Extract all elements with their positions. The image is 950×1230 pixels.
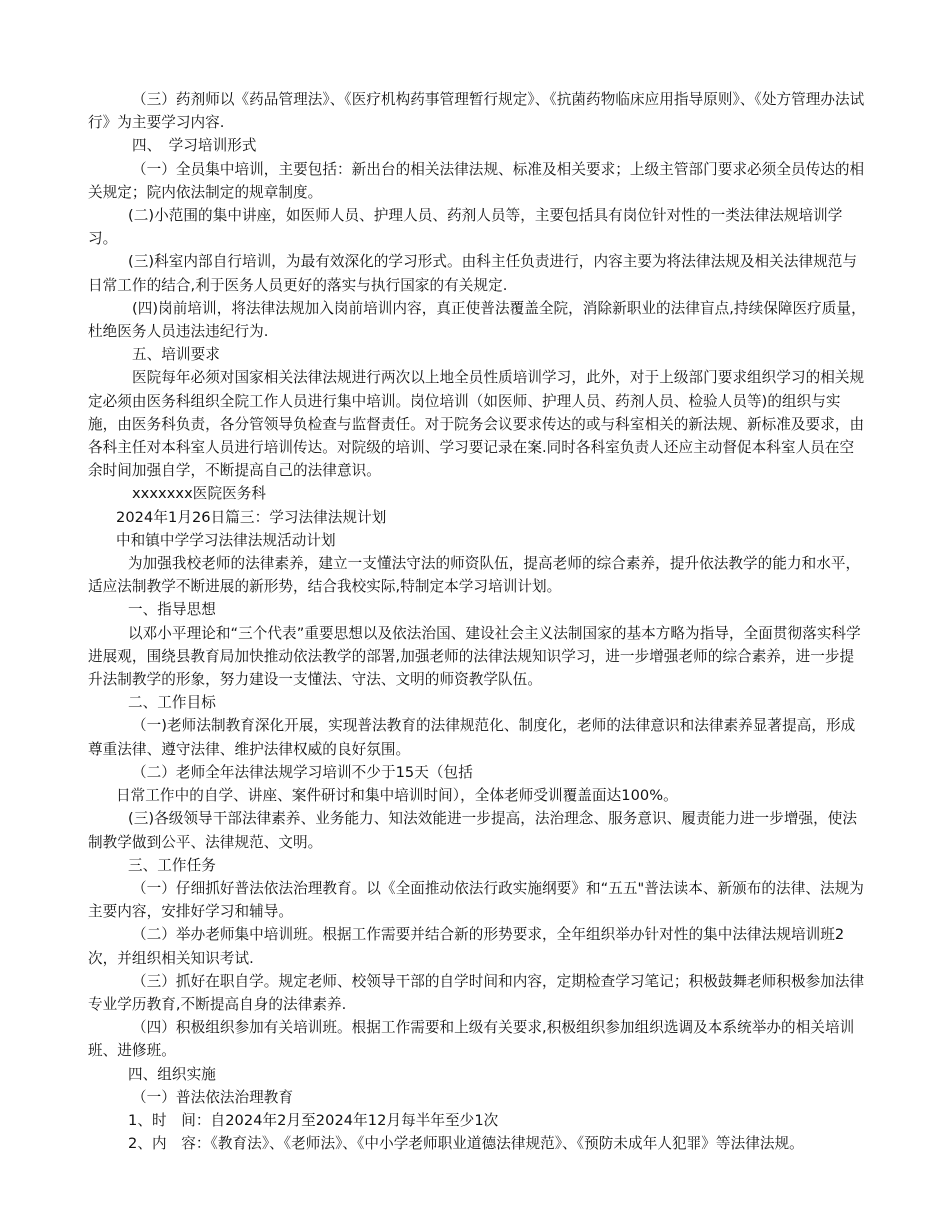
paragraph: 2、内 容：《教育法》、《老师法》、《中小学老师职业道德法律规范》、《预防未成年人犯罪》等法律法规。 xyxy=(128,1135,804,1153)
paragraph: (三)科室内部自行培训，为最有效深化的学习形式。由科主任负责进行，内容主要为将法律法规及相关法律规范与日常工作的结合,利于医务人员更好的落实与执行国家的有关规定. xyxy=(88,253,858,294)
paragraph: （二）老师全年法律法规学习培训不少于15天（包括 xyxy=(132,763,473,781)
paragraph: 三、工作任务 xyxy=(128,856,216,874)
paragraph: 中和镇中学学习法律法规活动计划 xyxy=(116,531,336,549)
document-body xyxy=(88,88,868,1155)
paragraph: 二、工作目标 xyxy=(128,694,216,712)
paragraph: （三）抓好在职自学。规定老师、校领导干部的自学时间和内容，定期检查学习笔记；积极鼓舞老师积极参加法律专业学历教育,不断提高自身的法律素养. xyxy=(88,972,865,1013)
paragraph: 四、 学习培训形式 xyxy=(132,137,257,155)
paragraph: 日常工作中的自学、讲座、案件研讨和集中培训时间），全体老师受训覆盖面达100%。 xyxy=(116,787,678,805)
paragraph: （三）药剂师以《药品管理法》、《医疗机构药事管理暂行规定》、《抗菌药物临床应用指导原则》、《处方管理办法试行》为主要学习内容. xyxy=(88,91,865,132)
paragraph: （一）全员集中培训，主要包括：新出台的相关法律法规、标准及相关要求；上级主管部门要求必须全员传达的相关规定；院内依法制定的规章制度。 xyxy=(88,160,865,201)
paragraph: 医院每年必须对国家相关法律法规进行两次以上地全员性质培训学习，此外，对于上级部门要求组织学习的相关规定必须由医务科组织全院工作人员进行集中培训。岗位培训（如医师、护理人员、药剂人员、检验人员等)的组织与实施，由医务科负责，各分管领导负检查与监督责任。对于院务会议要求传达的或与科室相关的新法规、新标准及要求，由各科主任对本科室人员进行培训传达。对院级的培训、学习要记录在案.同时各科室负责人还应主动督促本科室人员在空余时间加强自学，不断提高自己的法律意识。 xyxy=(88,369,865,480)
paragraph: （一）普法依法治理教育 xyxy=(132,1088,294,1106)
paragraph: xxxxxxx医院医务科 xyxy=(132,485,267,503)
paragraph: （四）积极组织参加有关培训班。根据工作需要和上级有关要求,积极组织参加组织选调及本系统举办的相关培训班、进修班。 xyxy=(88,1019,855,1060)
paragraph: （一)老师法制教育深化开展，实现普法教育的法律规范化、制度化，老师的法律意识和法律素养显著提高，形成尊重法律、遵守法律、维护法律权威的良好氛围。 xyxy=(88,717,856,758)
paragraph: (四)岗前培训，将法律法规加入岗前培训内容，真正使普法覆盖全院，消除新职业的法律盲点,持续保障医疗质量，杜绝医务人员违法违纪行为. xyxy=(88,299,866,341)
paragraph: (二)小范围的集中讲座，如医师人员、护理人员、药剂人员等，主要包括具有岗位针对性的一类法律法规培训学习。 xyxy=(88,207,843,248)
paragraph: 一、指导思想 xyxy=(128,601,216,619)
paragraph: (三)各级领导干部法律素养、业务能力、知法效能进一步提高，法治理念、服务意识、履责能力进一步增强，使法制教学做到公平、法律规范、文明。 xyxy=(88,810,858,851)
paragraph: 五、培训要求 xyxy=(132,346,220,364)
paragraph: 为加强我校老师的法律素养，建立一支懂法守法的师资队伍，提高老师的综合素养，提升依法教学的能力和水平，适应法制教学不断进展的新形势，结合我校实际,特制定本学习培训计划。 xyxy=(88,555,861,596)
paragraph: （二）举办老师集中培训班。根据工作需要并结合新的形势要求，全年组织举办针对性的集中法律法规培训班2次，并组织相关知识考试. xyxy=(88,926,845,967)
paragraph: 以邓小平理论和“三个代表”重要思想以及依法治国、建设社会主义法制国家的基本方略为指导，全面贯彻落实科学进展观，围绕县教育局加快推动依法教学的部署,加强老师的法律法规知识学习，进一步增强老师的综合素养，进一步提升法制教学的形象，努力建设一支懂法、守法、文明的师资教学队伍。 xyxy=(88,624,861,689)
paragraph: 1、时 间：自2024年2月至2024年12月每半年至少1次 xyxy=(128,1111,499,1129)
paragraph: （一）仔细抓好普法依法治理教育。以《全面推动依法行政实施纲要》和“五五"普法读本、新颁布的法律、法规为主要内容，安排好学习和辅导。 xyxy=(88,879,864,921)
paragraph: 2024年1月26日篇三：学习法律法规计划 xyxy=(116,508,387,526)
paragraph: 四、组织实施 xyxy=(128,1065,216,1083)
